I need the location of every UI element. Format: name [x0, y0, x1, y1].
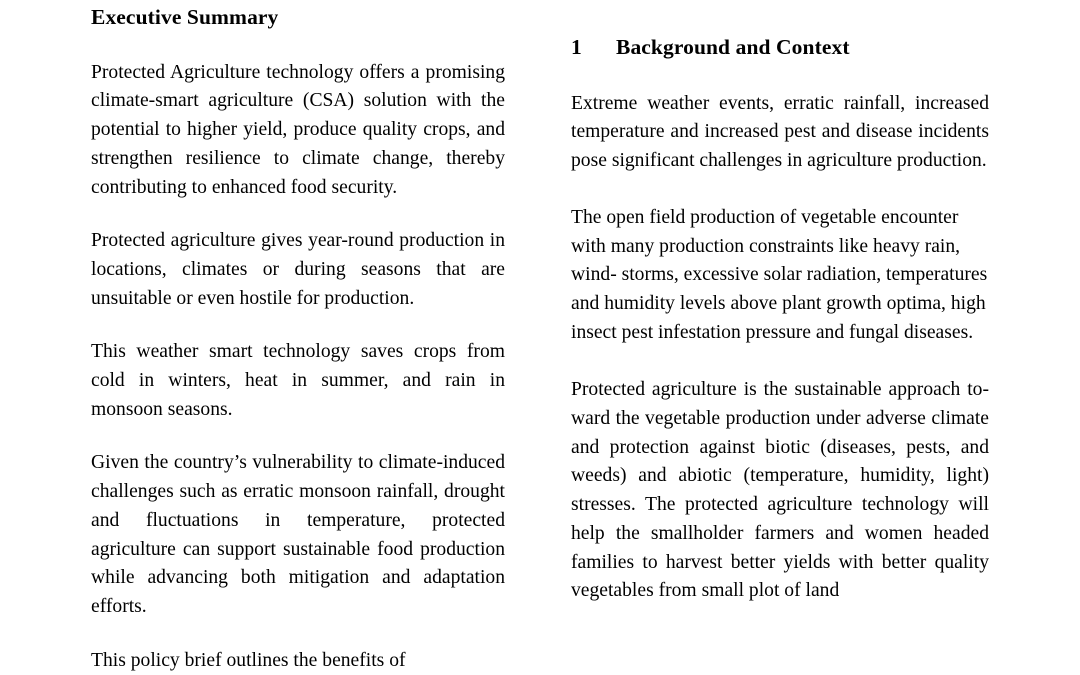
section-heading-label: Background and Context [616, 35, 850, 59]
page-title: Executive Summary [91, 5, 279, 29]
spacer [571, 347, 989, 376]
spacer [91, 424, 505, 449]
section-number: 1 [571, 35, 582, 59]
paragraph: Extreme weather events, erratic rainfall, increased temperature and increased pest and disease incidents pose significant challenges in agriculture production. [571, 92, 989, 172]
spacer [91, 622, 505, 647]
left-column [91, 0, 505, 675]
spacer [571, 176, 989, 204]
section-heading [571, 0, 989, 62]
paragraph: Protected agriculture gives year-round production in locations, climates or during seasons that are unsuitable or even hostile for production. [91, 230, 505, 309]
right-column [571, 0, 989, 675]
spacer [91, 32, 505, 59]
spacer [91, 202, 505, 227]
paragraph: The open field production of vegetable encounter with many production constraints like heavy rain, wind- storms, excessive solar radiation, temperatures and humidity levels above plant growth optima, high insect pest infestation pressure and fungal diseases. [571, 206, 988, 343]
paragraph: Given the country’s vulnerability to climate-induced challenges such as erratic monsoon rainfall, drought and fluctuations in temperature, protected agriculture can support sustainable food production while advancing both mitigation and adaptation efforts. [91, 452, 505, 617]
paragraph-truncated: This policy brief outlines the benefits of [91, 649, 406, 671]
paragraph: Protected Agriculture technology offers a promising climate-smart agriculture (CSA) solution with the potential to higher yield, produce quality crops, and strengthen resilience to climate change, thereby contributing to enhanced food security. [91, 61, 505, 198]
paragraph: This weather smart technology saves crops from cold in winters, heat in summer, and rain in monsoon seasons. [91, 341, 505, 420]
spacer [91, 313, 505, 338]
spacer [571, 62, 989, 90]
paragraph-truncated: Protected agriculture is the sustainable approach to- ward the vegetable production under adverse climate and protection against biotic (diseases, pests, and weeds) and abiotic (temperature, humidity, light) stresses. The protected agriculture technology will help the smallholder farmers and women headed families to harvest better yields with better quality vegetables from small plot of land [571, 379, 989, 602]
